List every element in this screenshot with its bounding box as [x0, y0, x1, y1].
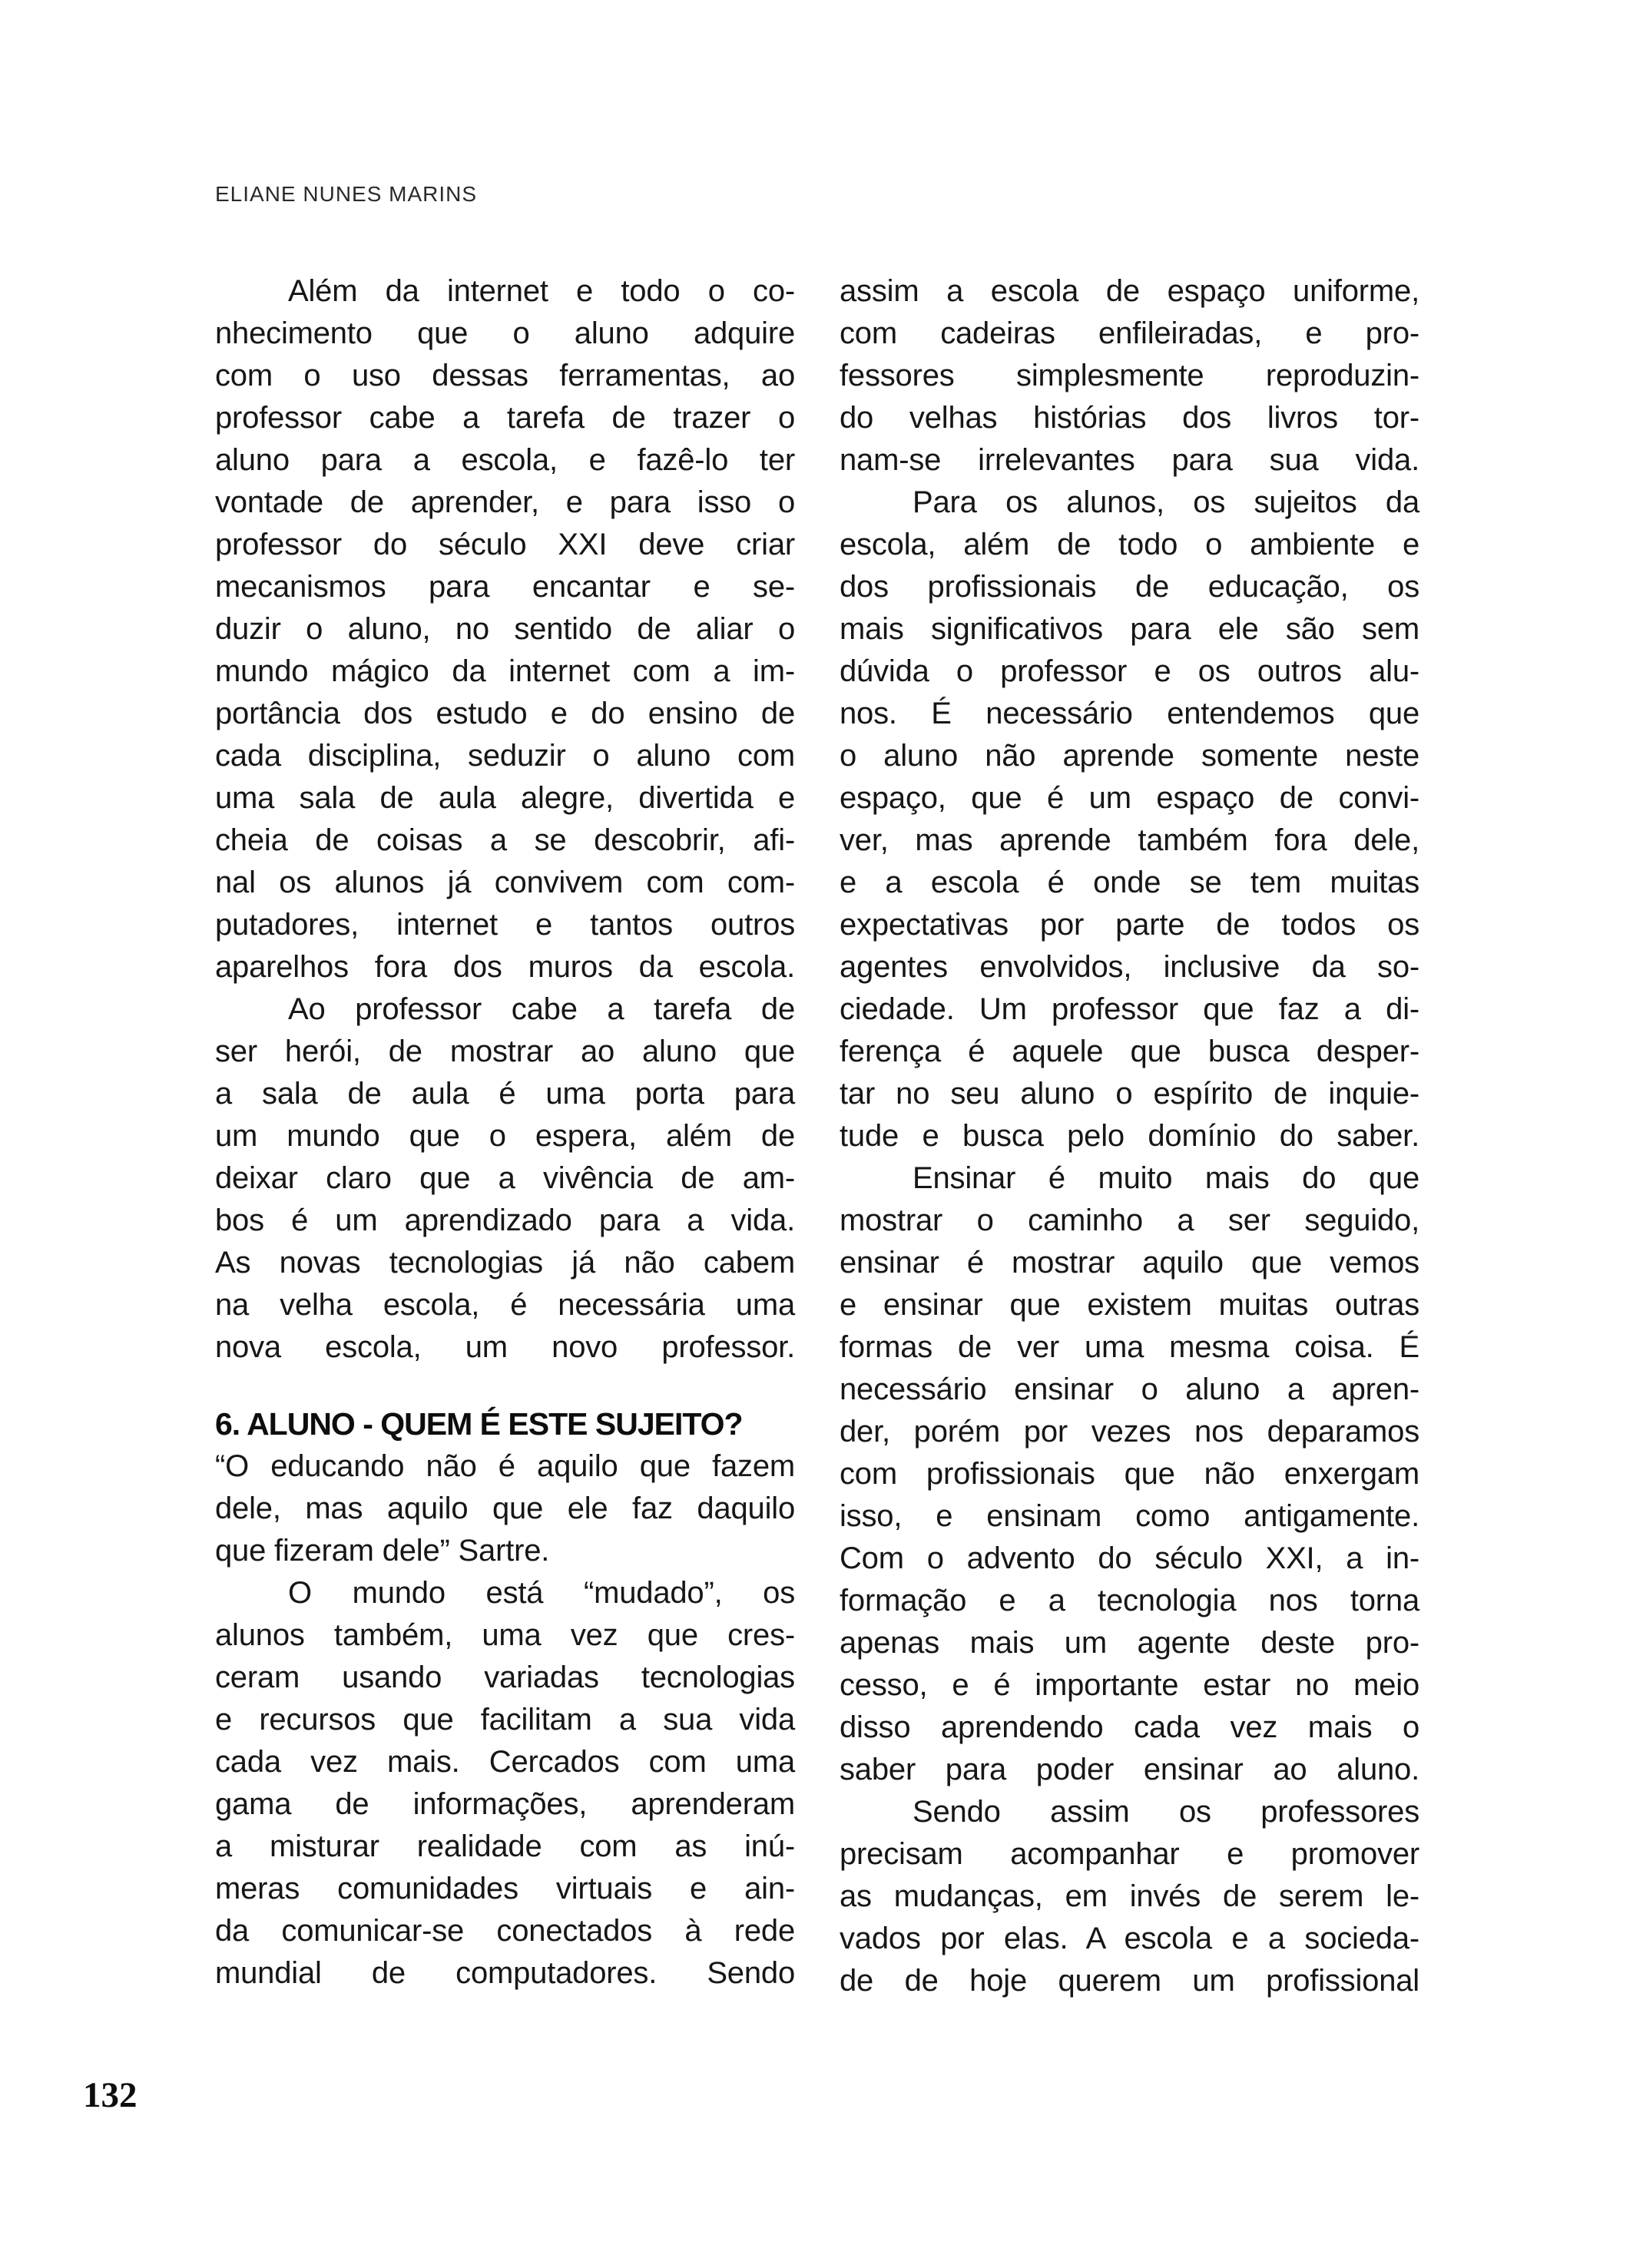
text-line: mostrar o caminho a ser seguido, [840, 1204, 1419, 1237]
text-line: o aluno não aprende somente neste [840, 739, 1419, 773]
text-line: precisam acompanhar e promover [840, 1837, 1419, 1871]
text-line: formação e a tecnologia nos torna [840, 1584, 1419, 1617]
text-line: tar no seu aluno o espírito de inquie- [840, 1077, 1419, 1111]
text-line: que fizeram dele” Sartre. [215, 1534, 550, 1568]
text-line: escola, além de todo o ambiente e [840, 528, 1419, 561]
text-line: gama de informações, aprenderam [215, 1787, 795, 1821]
text-line: der, porém por vezes nos deparamos [840, 1415, 1419, 1449]
text-line: ver, mas aprende também fora dele, [840, 823, 1419, 857]
text-line: dos profissionais de educação, os [840, 570, 1419, 604]
text-line: cada disciplina, seduzir o aluno com [215, 739, 795, 773]
right-column [840, 270, 1419, 2002]
text-line: com cadeiras enfileiradas, e pro- [840, 316, 1419, 350]
text-line: ciedade. Um professor que faz a di- [840, 992, 1419, 1026]
text-line: dele, mas aquilo que ele faz daquilo [215, 1492, 795, 1525]
text-line: assim a escola de espaço uniforme, [840, 274, 1419, 308]
text-line: com o uso dessas ferramentas, ao [215, 359, 795, 392]
text-line: mundo mágico da internet com a im- [215, 654, 795, 688]
text-line: do velhas histórias dos livros tor- [840, 401, 1419, 435]
text-line: da comunicar-se conectados à rede [215, 1914, 795, 1948]
text-line: bos é um aprendizado para a vida. [215, 1204, 795, 1237]
text-line: O mundo está “mudado”, os [288, 1576, 795, 1610]
text-line: ceram usando variadas tecnologias [215, 1660, 795, 1694]
left-column [215, 270, 795, 2002]
text-line: vontade de aprender, e para isso o [215, 485, 795, 519]
text-line: vados por elas. A escola e a socieda- [840, 1922, 1419, 1955]
text-line: formas de ver uma mesma coisa. É [840, 1330, 1419, 1364]
text-line: disso aprendendo cada vez mais o [840, 1710, 1419, 1744]
text-line: um mundo que o espera, além de [215, 1119, 795, 1153]
text-line: tude e busca pelo domínio do saber. [840, 1119, 1419, 1153]
text-line: deixar claro que a vivência de am- [215, 1161, 795, 1195]
text-line: portância dos estudo e do ensino de [215, 697, 795, 730]
text-line: aparelhos fora dos muros da escola. [215, 950, 795, 984]
text-line: e ensinar que existem muitas outras [840, 1288, 1419, 1322]
text-line: meras comunidades virtuais e ain- [215, 1872, 795, 1905]
text-line: Ao professor cabe a tarefa de [288, 992, 795, 1026]
text-line: expectativas por parte de todos os [840, 908, 1419, 942]
text-line: putadores, internet e tantos outros [215, 908, 795, 942]
text-line: nal os alunos já convivem com com- [215, 866, 795, 899]
text-line: mundial de computadores. Sendo [215, 1956, 795, 1990]
text-line: cesso, e é importante estar no meio [840, 1668, 1419, 1702]
section-heading: 6. ALUNO - QUEM É ESTE SUJEITO? [215, 1406, 743, 1442]
text-line: duzir o aluno, no sentido de aliar o [215, 612, 795, 646]
text-line: cada vez mais. Cercados com uma [215, 1745, 795, 1779]
text-line: fessores simplesmente reproduzin- [840, 359, 1419, 392]
text-line: Para os alunos, os sujeitos da [913, 485, 1419, 519]
running-head: ELIANE NUNES MARINS [215, 182, 478, 206]
text-line: saber para poder ensinar ao aluno. [840, 1753, 1419, 1786]
text-line: e a escola é onde se tem muitas [840, 866, 1419, 899]
text-line: professor cabe a tarefa de trazer o [215, 401, 795, 435]
text-line: ferença é aquele que busca desper- [840, 1035, 1419, 1068]
text-line: dúvida o professor e os outros alu- [840, 654, 1419, 688]
text-line: As novas tecnologias já não cabem [215, 1246, 795, 1280]
text-line: e recursos que facilitam a sua vida [215, 1703, 795, 1737]
text-line: ser herói, de mostrar ao aluno que [215, 1035, 795, 1068]
text-line: apenas mais um agente deste pro- [840, 1626, 1419, 1660]
text-line: na velha escola, é necessária uma [215, 1288, 795, 1322]
text-line: nos. É necessário entendemos que [840, 697, 1419, 730]
text-line: cheia de coisas a se descobrir, afi- [215, 823, 795, 857]
text-line: agentes envolvidos, inclusive da so- [840, 950, 1419, 984]
text-line: ensinar é mostrar aquilo que vemos [840, 1246, 1419, 1280]
text-line: com profissionais que não enxergam [840, 1457, 1419, 1491]
text-line: a misturar realidade com as inú- [215, 1829, 795, 1863]
text-line: “O educando não é aquilo que fazem [215, 1449, 795, 1483]
text-line: espaço, que é um espaço de convi- [840, 781, 1419, 815]
text-line: alunos também, uma vez que cres- [215, 1618, 795, 1652]
text-columns [215, 270, 1419, 2002]
text-line: a sala de aula é uma porta para [215, 1077, 795, 1111]
text-line: Com o advento do século XXI, a in- [840, 1541, 1419, 1575]
text-line: professor do século XXI deve criar [215, 528, 795, 561]
text-line: Sendo assim os professores [913, 1795, 1419, 1829]
text-line: nam-se irrelevantes para sua vida. [840, 443, 1419, 477]
text-line: nova escola, um novo professor. [215, 1330, 795, 1364]
text-line: Ensinar é muito mais do que [913, 1161, 1419, 1195]
text-line: necessário ensinar o aluno a apren- [840, 1372, 1419, 1406]
page-number: 132 [83, 2075, 137, 2115]
text-line: de de hoje querem um profissional [840, 1964, 1419, 1998]
text-line: as mudanças, em invés de serem le- [840, 1879, 1419, 1913]
text-line: isso, e ensinam como antigamente. [840, 1499, 1419, 1533]
text-line: Além da internet e todo o co- [288, 274, 795, 308]
text-line: uma sala de aula alegre, divertida e [215, 781, 795, 815]
text-line: mecanismos para encantar e se- [215, 570, 795, 604]
text-line: aluno para a escola, e fazê-lo ter [215, 443, 795, 477]
text-line: mais significativos para ele são sem [840, 612, 1419, 646]
text-line: nhecimento que o aluno adquire [215, 316, 795, 350]
